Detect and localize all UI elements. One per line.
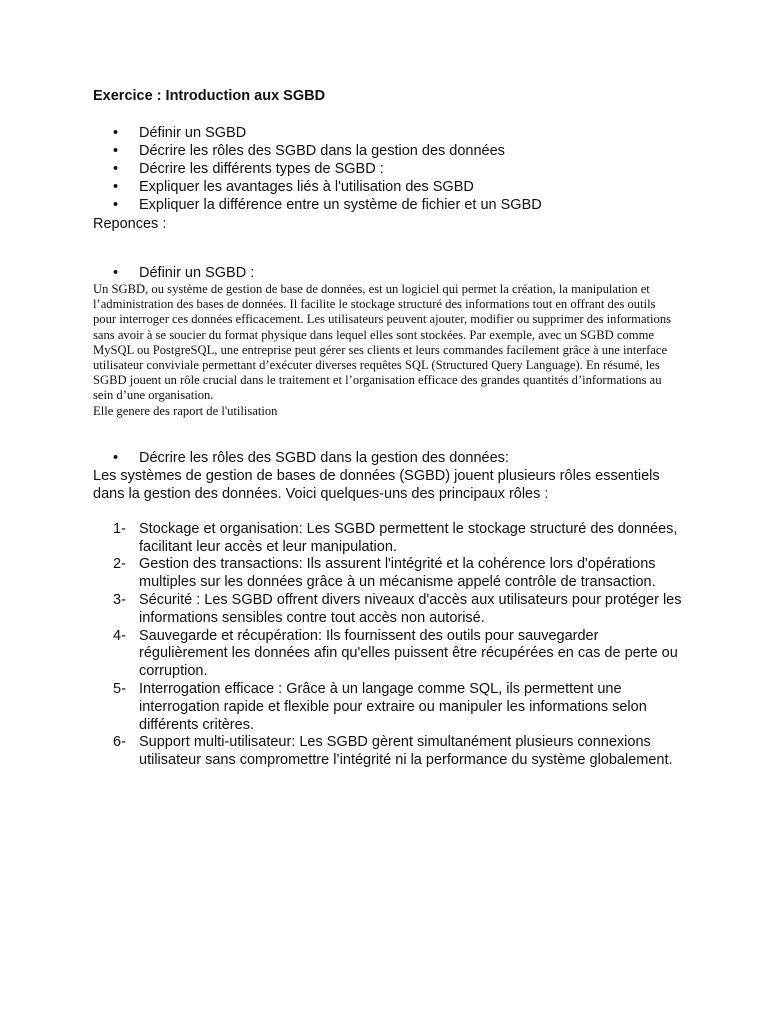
bullet-icon: • — [113, 125, 119, 141]
section2-heading — [93, 449, 683, 467]
objective-item — [93, 196, 683, 214]
objective-text: Définir un SGBD — [139, 125, 247, 141]
role-text: Sécurité : Les SGBD offrent divers niveaux d'accès aux utilisateurs pour protéger les informations sensibles contre tout accès non autorisé. — [139, 592, 682, 626]
section1-heading-text: Définir un SGBD : — [139, 265, 255, 281]
objective-text: Décrire les rôles des SGBD dans la gestion des données — [139, 143, 505, 159]
objective-item — [93, 178, 683, 196]
role-item — [93, 592, 684, 628]
roles-list — [93, 521, 683, 770]
role-text: Gestion des transactions: Ils assurent l'intégrité et la cohérence lors d'opérations multiples sur les données grâce à un mécanisme appelé contrôle de transaction. — [139, 556, 656, 591]
role-number: 1- — [113, 520, 126, 537]
role-number: 6- — [113, 734, 126, 751]
document-page — [93, 86, 683, 770]
role-number: 5- — [113, 681, 126, 697]
role-text: Stockage et organisation: Les SGBD permettent le stockage structuré des données, facilitant leur accès et leur manipulation. — [139, 520, 678, 555]
bullet-icon: • — [113, 197, 119, 213]
roles-intro-paragraph: Les systèmes de gestion de bases de données (SGBD) jouent plusieurs rôles essentiels dans la gestion des données. Voici quelques-uns des principaux rôles : — [93, 467, 660, 502]
objectives-list — [93, 124, 683, 214]
role-number: 3- — [113, 592, 126, 609]
role-number: 2- — [113, 556, 126, 573]
objective-text: Expliquer les avantages liés à l'utilisation des SGBD — [139, 179, 474, 195]
role-text: Support multi-utilisateur: Les SGBD gèrent simultanément plusieurs connexions utilisateur sans compromettre l’intégrité ni la performance du système globalement. — [139, 734, 673, 769]
role-text: Interrogation efficace : Grâce à un langage comme SQL, ils permettent une interrogation rapide et flexible pour extraire ou manipuler les informations selon différents critères. — [139, 681, 647, 733]
sgbd-extra-note: Elle genere des raport de l'utilisation — [93, 403, 278, 418]
bullet-icon: • — [113, 265, 119, 281]
bullet-icon: • — [113, 161, 119, 177]
bullet-icon: • — [113, 179, 119, 195]
role-number: 4- — [113, 627, 126, 644]
responses-heading: Reponces : — [93, 216, 167, 232]
objective-text: Expliquer la différence entre un système de fichier et un SGBD — [139, 197, 542, 213]
role-text: Sauvegarde et récupération: Ils fournissent des outils pour sauvegarder régulièrement les données afin qu'elles puissent être récupérées en cas de perte ou corruption. — [139, 627, 678, 680]
objective-item — [93, 160, 683, 178]
section1-heading-list — [93, 264, 683, 282]
section2-heading-text: Décrire les rôles des SGBD dans la gestion des données: — [139, 449, 509, 466]
role-item — [93, 734, 684, 770]
role-item — [93, 628, 684, 681]
section2-heading-list — [93, 449, 683, 467]
exercise-title: Exercice : Introduction aux SGBD — [93, 88, 326, 104]
objective-item — [93, 124, 683, 142]
objective-text: Décrire les différents types de SGBD : — [139, 161, 384, 177]
role-item — [93, 681, 684, 734]
bullet-icon: • — [113, 143, 119, 159]
role-item — [93, 521, 684, 557]
section1-heading — [93, 264, 683, 282]
bullet-icon: • — [113, 449, 119, 466]
role-item — [93, 556, 684, 592]
sgbd-definition-paragraph: Un SGBD, ou système de gestion de base de données, est un logiciel qui permet la création, la manipulation et l’administration des bases de données. Il facilite le stockage structuré des informations tout en offrant des outils pour interroger ces données efficacement. Les utilisateurs peuvent ajouter, modifier ou supprimer des informations sans avoir à se soucier du format physique dans lequel elles sont stockées. Par exemple, avec un SGBD comme MySQL ou PostgreSQL, une entreprise peut gérer ses clients et leurs commandes facilement grâce à une interface utilisateur conviviale permettant d’exécuter diverses requêtes SQL (Structured Query Language). En résumé, les SGBD jouent un rôle crucial dans le traitement et l’organisation efficace des grandes quantités d’informations au sein d’une organisation. — [93, 282, 672, 403]
objective-item — [93, 142, 683, 160]
